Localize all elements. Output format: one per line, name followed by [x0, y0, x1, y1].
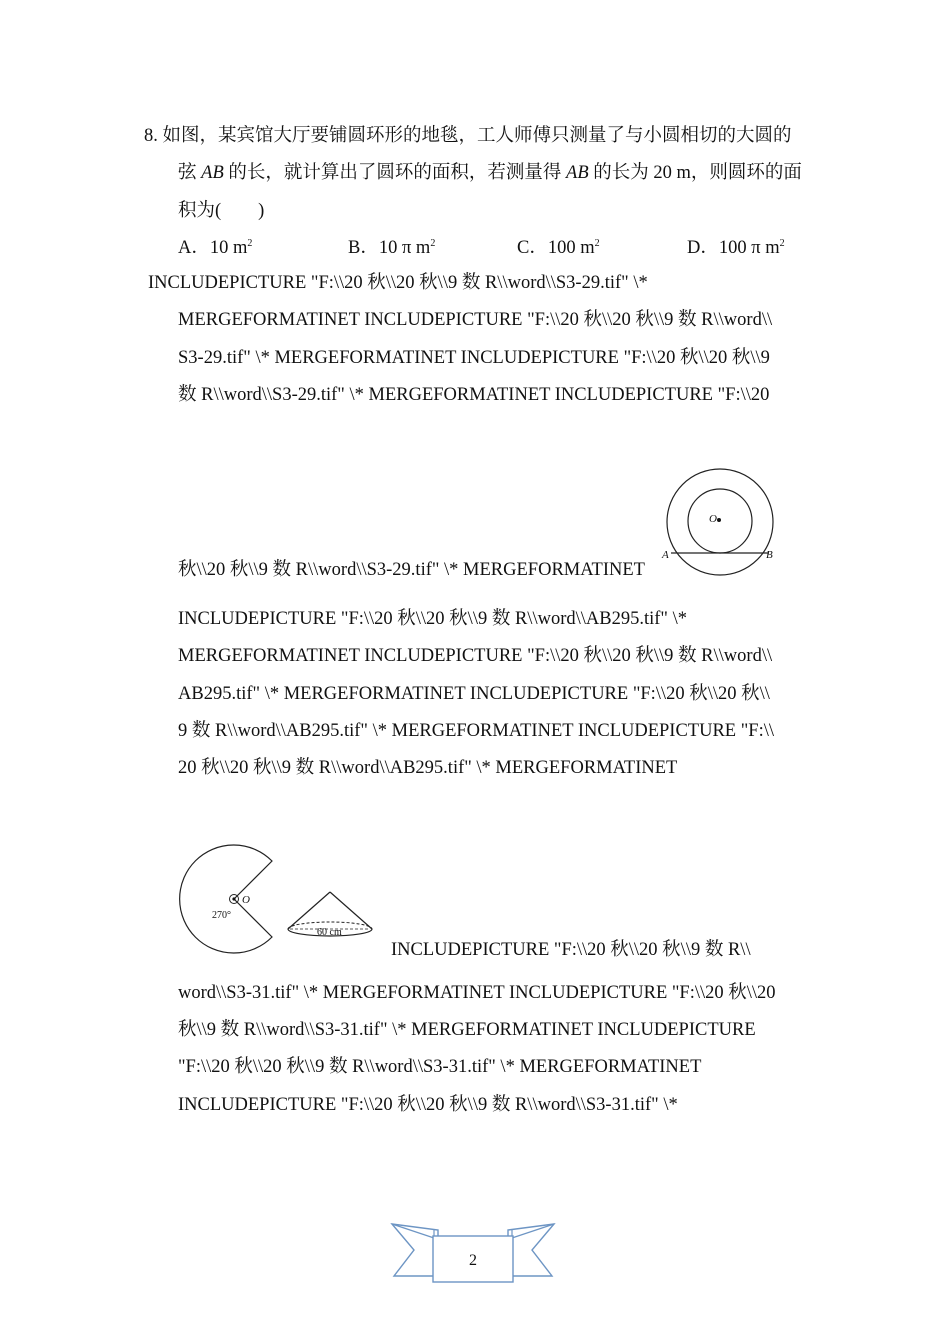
- field-code-line: INCLUDEPICTURE "F:\\20 秋\\20 秋\\9 数 R\\word\\S3-29.tif" \*: [148, 273, 648, 293]
- field-code-line: AB295.tif" \* MERGEFORMATINET INCLUDEPICTURE "F:\\20 秋\\20 秋\\: [178, 684, 770, 704]
- question-line-2: [178, 161, 802, 185]
- center-point: [717, 518, 721, 522]
- option-d-sup: 2: [779, 238, 785, 249]
- point-a-label: A: [662, 549, 669, 561]
- outer-circle: [667, 469, 773, 575]
- question-text-2a: 弦: [178, 163, 197, 183]
- option-b-sup: 2: [430, 238, 436, 249]
- sector-center-point: [232, 897, 235, 900]
- question-number-sep: .: [153, 126, 158, 146]
- field-code-line: INCLUDEPICTURE "F:\\20 秋\\20 秋\\9 数 R\\word\\S3-31.tif" \*: [178, 1095, 678, 1115]
- field-code-line: 秋\\20 秋\\9 数 R\\word\\S3-29.tif" \* MERGEFORMATINET: [178, 560, 645, 580]
- field-code-line: S3-29.tif" \* MERGEFORMATINET INCLUDEPICTURE "F:\\20 秋\\20 秋\\9: [178, 348, 770, 368]
- field-code-line: 秋\\9 数 R\\word\\S3-31.tif" \* MERGEFORMATINET INCLUDEPICTURE: [178, 1020, 756, 1040]
- question-number: 8: [144, 126, 154, 146]
- page-number-ribbon: [390, 1220, 556, 1286]
- option-d-text: 100 π m: [718, 238, 780, 258]
- segment-ab-2: AB: [566, 163, 589, 183]
- sector-cone-figure: [172, 838, 382, 960]
- sector-center-label: O: [242, 894, 250, 906]
- question-line-1: [144, 124, 792, 148]
- option-c-sup: 2: [594, 238, 600, 249]
- center-label: O: [709, 513, 717, 525]
- field-code-line: 9 数 R\\word\\AB295.tif" \* MERGEFORMATINET INCLUDEPICTURE "F:\\: [178, 721, 774, 741]
- option-a-sup: 2: [247, 238, 253, 249]
- annulus-figure: [658, 466, 780, 580]
- option-a-letter: A．: [178, 238, 210, 258]
- option-d: [687, 236, 785, 260]
- question-line-3: 积为( ): [178, 201, 265, 221]
- option-d-letter: D．: [687, 238, 719, 258]
- field-code-line: 数 R\\word\\S3-29.tif" \* MERGEFORMATINET INCLUDEPICTURE "F:\\20: [178, 385, 770, 405]
- sector-angle-label: 270°: [212, 910, 231, 921]
- cone-right-edge: [330, 892, 372, 929]
- field-code-line: INCLUDEPICTURE "F:\\20 秋\\20 秋\\9 数 R\\: [391, 940, 751, 960]
- option-a-text: 10 m: [209, 238, 248, 258]
- field-code-line: INCLUDEPICTURE "F:\\20 秋\\20 秋\\9 数 R\\word\\AB295.tif" \*: [178, 609, 687, 629]
- question-text-1: 如图，某宾馆大厅要铺圆环形的地毯，工人师傅只测量了与小圆相切的大圆的: [162, 126, 792, 146]
- field-code-line: 20 秋\\20 秋\\9 数 R\\word\\AB295.tif" \* MERGEFORMATINET: [178, 758, 678, 778]
- option-b: [348, 236, 435, 260]
- segment-ab-1: AB: [201, 163, 224, 183]
- option-b-letter: B．: [348, 238, 379, 258]
- question-text-2b: 的长，就计算出了圆环的面积，若测量得: [228, 163, 562, 183]
- question-text-2c: 的长为 20 m，则圆环的面: [593, 163, 802, 183]
- field-code-line: MERGEFORMATINET INCLUDEPICTURE "F:\\20 秋\\20 秋\\9 数 R\\word\\: [178, 646, 773, 666]
- option-a: [178, 236, 252, 260]
- page-number: 2: [469, 1252, 477, 1269]
- option-c-letter: C．: [517, 238, 548, 258]
- field-code-line: MERGEFORMATINET INCLUDEPICTURE "F:\\20 秋\\20 秋\\9 数 R\\word\\: [178, 310, 773, 330]
- sector-shape: [180, 845, 272, 953]
- cone-left-edge: [288, 892, 330, 929]
- point-b-label: B: [766, 549, 773, 561]
- option-c-text: 100 m: [547, 238, 595, 258]
- cone-base-label: 60 cm: [317, 927, 342, 938]
- option-b-text: 10 π m: [378, 238, 431, 258]
- option-c: [517, 236, 600, 260]
- field-code-line: word\\S3-31.tif" \* MERGEFORMATINET INCLUDEPICTURE "F:\\20 秋\\20: [178, 983, 776, 1003]
- field-code-line: "F:\\20 秋\\20 秋\\9 数 R\\word\\S3-31.tif" \* MERGEFORMATINET: [178, 1057, 702, 1077]
